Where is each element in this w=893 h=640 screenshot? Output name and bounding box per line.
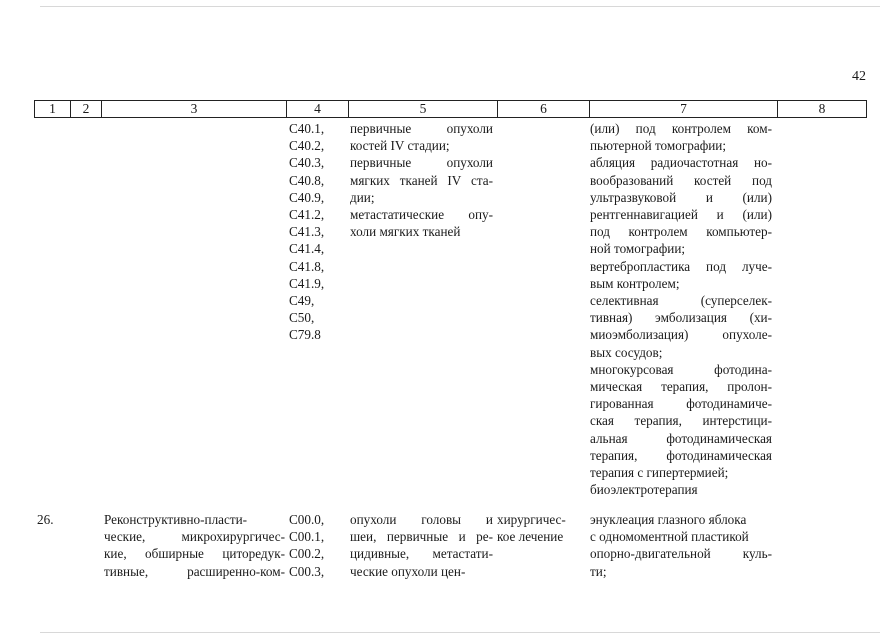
header-col-1: 1 bbox=[35, 101, 71, 118]
diagnosis-line: первичные опухоли bbox=[350, 121, 493, 136]
method-line: биоэлектротерапия bbox=[590, 482, 698, 498]
continued-codes-cell bbox=[289, 120, 349, 344]
icd-code: С41.8, bbox=[289, 258, 325, 274]
row-26-number: 26. bbox=[37, 512, 54, 527]
method-line: миоэмболизация) опухоле- bbox=[590, 327, 772, 343]
method-line: ной томографии; bbox=[590, 241, 686, 257]
diagnosis-line: шеи, первичные и ре- bbox=[350, 529, 493, 545]
top-scan-line bbox=[40, 6, 880, 7]
continued-diagnosis-cell bbox=[350, 120, 493, 240]
method-line: под контролем компьютер- bbox=[590, 224, 772, 240]
icd-code: С79.8 bbox=[289, 327, 321, 343]
icd-code: С50, bbox=[289, 310, 315, 326]
name-line: кие, обширные циторедук- bbox=[104, 546, 285, 562]
name-line: ческие, микрохирургичес- bbox=[104, 529, 285, 545]
header-col-3: 3 bbox=[102, 101, 287, 118]
method-line: рентгеннавигацией и (или) bbox=[590, 207, 772, 223]
icd-code: С00.3, bbox=[289, 563, 325, 579]
diagnosis-line: ческие опухоли цен- bbox=[350, 563, 466, 579]
header-col-2: 2 bbox=[71, 101, 102, 118]
treatment-type-line: кое лечение bbox=[497, 529, 564, 545]
method-line: гированная фотодинамиче- bbox=[590, 396, 772, 412]
method-line: ти; bbox=[590, 563, 607, 579]
icd-code: С41.4, bbox=[289, 241, 325, 257]
method-line: многокурсовая фотодина- bbox=[590, 361, 772, 377]
icd-code: С40.9, bbox=[289, 189, 325, 205]
diagnosis-line: дии; bbox=[350, 189, 375, 205]
header-col-5: 5 bbox=[349, 101, 498, 118]
method-line: абляция радиочастотная но- bbox=[590, 155, 772, 171]
icd-code: С00.1, bbox=[289, 529, 325, 545]
diagnosis-line: первичные опухоли bbox=[350, 155, 493, 171]
method-line: (или) под контролем ком- bbox=[590, 121, 772, 136]
method-line: мическая терапия, пролон- bbox=[590, 379, 772, 395]
method-line: вых сосудов; bbox=[590, 344, 663, 360]
method-line: опорно-двигательной куль- bbox=[590, 546, 772, 562]
header-col-7: 7 bbox=[590, 101, 778, 118]
page-number: 42 bbox=[852, 69, 866, 84]
method-line: терапия, фотодинамическая bbox=[590, 447, 772, 463]
method-line: пьютерной томографии; bbox=[590, 138, 727, 154]
name-line: тивные, расширенно-ком- bbox=[104, 563, 285, 579]
method-line: вертебропластика под луче- bbox=[590, 258, 772, 274]
method-line: вообразований костей под bbox=[590, 172, 772, 188]
bottom-scan-line bbox=[40, 632, 880, 633]
icd-code: С49, bbox=[289, 293, 315, 309]
row-26-diagnosis-cell bbox=[350, 511, 493, 580]
method-line: энуклеация глазного яблока bbox=[590, 512, 747, 527]
row-26-codes-cell bbox=[289, 511, 349, 580]
method-line: ская терапия, интерстици- bbox=[590, 413, 772, 429]
method-line: с одномоментной пластикой bbox=[590, 529, 749, 545]
diagnosis-line: цидивные, метастати- bbox=[350, 546, 493, 562]
method-line: вым контролем; bbox=[590, 275, 680, 291]
row-26-treatment-type-cell bbox=[497, 511, 585, 545]
icd-code: С41.3, bbox=[289, 224, 325, 240]
method-line: селективная (суперселек- bbox=[590, 293, 772, 309]
diagnosis-line: холи мягких тканей bbox=[350, 224, 461, 240]
diagnosis-line: костей IV стадии; bbox=[350, 138, 450, 154]
icd-code: С40.3, bbox=[289, 155, 325, 171]
icd-code: С40.2, bbox=[289, 138, 325, 154]
treatment-type-line: хирургичес- bbox=[497, 512, 566, 527]
row-26-name-cell bbox=[104, 511, 285, 580]
method-line: ультразвуковой и (или) bbox=[590, 189, 772, 205]
method-line: терапия с гипертермией; bbox=[590, 465, 729, 481]
diagnosis-line: мягких тканей IV ста- bbox=[350, 172, 493, 188]
header-col-4: 4 bbox=[287, 101, 349, 118]
icd-code: С00.0, bbox=[289, 512, 325, 527]
diagnosis-line: метастатические опу- bbox=[350, 207, 493, 223]
header-col-6: 6 bbox=[498, 101, 590, 118]
header-col-8: 8 bbox=[778, 101, 867, 118]
icd-code: С40.1, bbox=[289, 121, 325, 136]
method-line: альная фотодинамическая bbox=[590, 430, 772, 446]
column-number-header bbox=[34, 100, 867, 118]
icd-code: С41.2, bbox=[289, 207, 325, 223]
name-line: Реконструктивно-пласти- bbox=[104, 512, 248, 527]
row-26-methods-cell bbox=[590, 511, 772, 580]
method-line: тивная) эмболизация (хи- bbox=[590, 310, 772, 326]
icd-code: С41.9, bbox=[289, 275, 325, 291]
icd-code: С00.2, bbox=[289, 546, 325, 562]
continued-methods-cell bbox=[590, 120, 772, 498]
icd-code: С40.8, bbox=[289, 172, 325, 188]
diagnosis-line: опухоли головы и bbox=[350, 512, 493, 527]
